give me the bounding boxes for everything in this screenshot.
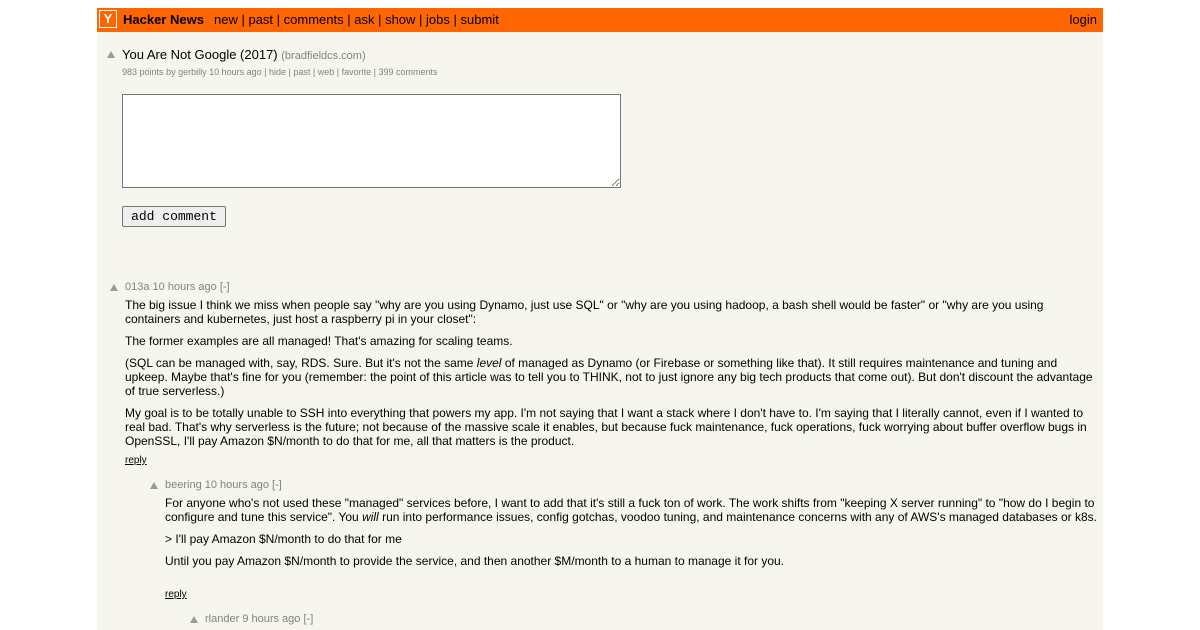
story-points: 983 points — [122, 67, 164, 77]
story-hide-link[interactable]: hide — [269, 67, 287, 77]
comment-header — [165, 479, 282, 491]
comment-paragraph: The big issue I think we miss when people say "why are you using Dynamo, just use SQL" or "why are you using hadoop, a bash shell would be faster" or "why are you using containers and kubernetes, just host a raspberry pi in your closet": — [125, 298, 1044, 326]
upvote-arrow-icon[interactable] — [190, 616, 198, 623]
emphasis-text: level — [476, 356, 502, 370]
nav-past[interactable]: past — [248, 12, 274, 27]
story-by: by — [166, 67, 176, 77]
nav-new[interactable]: new — [214, 12, 238, 27]
nav-separator: | — [237, 12, 249, 27]
upvote-arrow-icon[interactable] — [150, 482, 158, 489]
page-container — [97, 8, 1103, 630]
comment-age-link[interactable]: 9 hours ago — [242, 613, 301, 625]
nav-ask[interactable]: ask — [354, 12, 375, 27]
comment-paragraph: (SQL can be managed with, say, RDS. Sure. But it's not the same level of managed as Dynamo (or Firebase or something like that). It still requires maintenance and tuning and upkeep. Maybe that's fine for you (remember: the point of this article was to tell you to THINK, not to just ignore any big tech products that come out). But don't discount the advantage of true serverless.) — [125, 356, 1093, 398]
story-title-row — [122, 47, 366, 62]
comment-user-link[interactable]: beering — [165, 479, 202, 491]
story-user-link[interactable]: gerbilly — [178, 67, 207, 77]
comment-paragraph: My goal is to be totally unable to SSH into everything that powers my app. I'm not saying that I want a stack where I don't have to. I'm saying that I literally cannot, even if I wanted to real bad. That's why serverless is the future; not because of the massive scale it enables, but because fuck maintenance, fuck operations, fuck worrying about buffer overflow bugs in OpenSSL, I'll pay Amazon $N/month to do that for me, all that matters is the product. — [125, 406, 1087, 448]
nav-separator: | — [374, 12, 386, 27]
story-comments-link[interactable]: 399 comments — [378, 67, 438, 77]
comment-textarea[interactable] — [122, 94, 621, 188]
story-subtext: 983 points by gerbilly 10 hours ago | hide | past | web | favorite | 399 comments — [122, 67, 438, 77]
story-site-link[interactable]: (bradfieldcs.com) — [281, 50, 366, 62]
story-title-link[interactable]: You Are Not Google (2017) — [122, 47, 278, 62]
site-name-link[interactable]: Hacker News — [123, 12, 204, 27]
comment-user-link[interactable]: rlander — [205, 613, 240, 625]
comment-paragraph: Until you pay Amazon $N/month to provide the service, and then another $M/month to a human to manage it for you. — [165, 554, 785, 568]
nav-separator: | — [449, 12, 461, 27]
y-logo-icon[interactable]: Y — [99, 10, 117, 28]
add-comment-button[interactable]: add comment — [122, 206, 226, 227]
nav-links — [214, 12, 499, 27]
story-web-link[interactable]: web — [317, 67, 335, 77]
nav-submit[interactable]: submit — [460, 12, 499, 27]
nav-comments[interactable]: comments — [283, 12, 344, 27]
nav-separator: | — [273, 12, 284, 27]
upvote-arrow-icon[interactable] — [110, 284, 118, 291]
nav-separator: | — [415, 12, 427, 27]
nav-separator: | — [343, 12, 355, 27]
comment-paragraph: The former examples are all managed! That's amazing for scaling teams. — [125, 334, 513, 348]
story-favorite-link[interactable]: favorite — [341, 67, 372, 77]
comment-header — [125, 281, 230, 293]
comment-age-link[interactable]: 10 hours ago — [152, 281, 217, 293]
comment-body — [125, 298, 1097, 456]
login-link[interactable]: login — [1069, 12, 1097, 27]
story-age-link[interactable]: 10 hours ago — [209, 67, 262, 77]
comment-collapse-toggle[interactable]: [-] — [219, 281, 230, 293]
nav-show[interactable]: show — [385, 12, 416, 27]
comment-body — [165, 496, 1097, 576]
comment-paragraph: For anyone who's not used these "managed" services before, I want to add that it's still a fuck ton of work. The work shifts from "keeping X server running" to "how do I begin to configure and tune this service". You will run into performance issues, config gotchas, voodoo tuning, and maintenance concerns with any of AWS's managed databases or k8s. — [165, 496, 1097, 524]
comment-header — [205, 613, 313, 625]
comment-collapse-toggle[interactable]: [-] — [272, 479, 282, 491]
nav-jobs[interactable]: jobs — [426, 12, 450, 27]
comment-paragraph: > I'll pay Amazon $N/month to do that for me — [165, 532, 402, 546]
emphasis-text: will — [362, 510, 379, 524]
story-past-link[interactable]: past — [293, 67, 311, 77]
login-link-wrap — [1070, 12, 1097, 27]
comment-age-link[interactable]: 10 hours ago — [204, 479, 269, 491]
comment-collapse-toggle[interactable]: [-] — [303, 613, 314, 625]
comment-user-link[interactable]: 013a — [125, 281, 150, 293]
upvote-arrow-icon[interactable] — [107, 51, 115, 58]
reply-link[interactable]: reply — [125, 455, 147, 466]
top-bar — [97, 8, 1103, 32]
reply-link[interactable]: reply — [165, 589, 187, 600]
